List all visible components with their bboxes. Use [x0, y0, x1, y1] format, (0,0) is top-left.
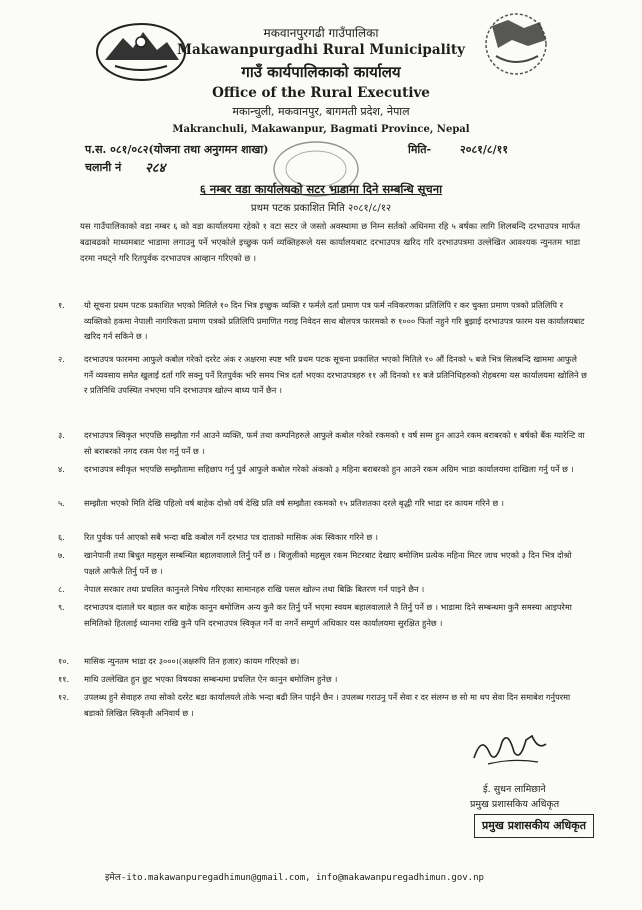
- date-label: मिति-: [408, 143, 432, 156]
- item-text: दरभाउपत्र दाताले घर बहाल कर बाहेक कानुन बमोजिम अन्य कुनै कर तिर्नु पर्ने भएमा स्वयम बहालवालाले नै तिर्नु पर्ने छ । भाडामा दिने सम्बन्धमा कुनै समस्या आइपरेमा समितिको हितलाई ध्यानमा राखि कुनै पनि दरभाउपत्र स्विकृत गर्ने वा नगर्ने सम्पुर्ण अधिकार यस कार्यालयमा सुरक्षित हुनेछ ।: [84, 602, 572, 628]
- item-text: मासिक न्युनतम भाडा दर ३०००।(अक्षरुपि तिन हजार) कायम गरिएको छ।: [84, 656, 300, 666]
- item-number: ५.: [58, 498, 65, 508]
- date-value: २०८१/८/११: [460, 143, 509, 156]
- item-text: रित पुर्वक पर्न आएको सबै भन्दा बढि कबोल गर्ने दरभाउ पत्र दाताको मासिक अंक स्विकार गरिने छ ।: [84, 532, 379, 542]
- item-number: ८.: [58, 584, 65, 594]
- signatory-name: ई. सुधन लामिछाने: [483, 784, 546, 795]
- item-number: ९.: [58, 602, 65, 612]
- item-number: १२.: [58, 692, 70, 702]
- designation-stamp: प्रमुख प्रशासकीय अधिकृत: [474, 814, 594, 838]
- address-devanagari: मकान्चुली, मकवानपुर, बागमती प्रदेश, नेपाल: [232, 105, 410, 118]
- chalani-value: २८४: [145, 161, 166, 176]
- intro-paragraph: यस गाउँपालिकाको वडा नम्बर ६ को वडा कार्यालयमा रहेको १ वटा सटर जे जस्तो अवस्थामा छ निम्न सर्तको अधिनमा रहि ५ बर्षका लागि शिलबन्दि दरभाउपत्र मार्फत बढाबढको माध्यमबाट भाडामा लगाउनु पर्ने भएकोले इच्छुक फर्म व्यक्तिहरूले यस कार्यालयबाट दरभाउपत्र खरिद गरि दरभाउपत्रमा उल्लेखित आवश्यक न्युनतम भाडा दरमा नघट्ने गरि रितपुर्वक दरभाउपत्र आव्हान गरिएको छ ।: [80, 221, 580, 263]
- chalani-label: चलानी नं: [85, 161, 122, 174]
- item-text: दरभाउपत्र स्विकृत भएपछि सम्झौता गर्न आउने व्यक्ति, फर्म तथा कम्पनिहरुले आफुले कबोल गरेको रकमको १ वर्ष सम्म हुन आउने रकम बराबरको १ बर्षको बैंक ग्यारेन्टि वा सो बराबरको नगद रकम पेश गर्नु पर्ने छ ।: [84, 430, 585, 456]
- item-text: खानेपानी तथा बिधुत महसुल सम्बन्धित बहालवालाले तिर्नु पर्ने छ । बिजुलीको महसुल रकम मिटरबाट देखाए बमोजिम प्रत्येक महिना मिटर जाच भएको ३ दिन भित्र दोश्रो पक्षले आफैले तिर्नु पर्ने छ ।: [84, 550, 572, 576]
- municipality-name-english: Makawanpurgadhi Rural Municipality: [177, 42, 465, 58]
- item-text: सम्झौता भएको मिति देखि पहिलो वर्ष बाहेक दोश्रो वर्ष देखि प्रति वर्ष सम्झौता रकमको १५ प्रतिशतका दरले बृद्धी गरि भाडा दर कायम गरिने छ ।: [84, 498, 504, 508]
- item-number: ११.: [58, 674, 70, 684]
- item-text: दरभाउपत्र स्वीकृत भएपछि सम्झौतामा सहिछाप गर्नु पुर्व आफुले कबोल गरेको अंकको ३ महिना बराबरको हुन आउने रकम अग्रिम भाडा कार्यालयमा दाखिला गर्नु पर्ने छ ।: [84, 464, 574, 474]
- item-number: ६.: [58, 532, 65, 542]
- reference-number: प.स. ०८१/०८२(योजना तथा अनुगमन शाखा): [85, 143, 269, 156]
- address-english: Makranchuli, Makawanpur, Bagmati Province, Nepal: [172, 124, 470, 135]
- item-number: २.: [58, 354, 65, 364]
- handwritten-signature: [468, 724, 552, 770]
- notice-title: ६ नम्बर वडा कार्यालयको सटर भाडामा दिने सम्बन्धि सूचना: [199, 182, 443, 196]
- item-text: उपलब्ध हुने सेवाहरु तथा सोको दररेट बडा कार्यालयले तोके भन्दा बढी लिन पाईने छैन । उपलब्ध गराउनु पर्ने सेवा र दर संलग्न छ सो मा थप सेवा दिन समाबेश गर्नुपरमा बडाको लिखित स्विकृती अनिवार्य छ ।: [84, 692, 571, 718]
- item-number: ४.: [58, 464, 65, 474]
- item-number: ३.: [58, 430, 65, 440]
- item-text: नेपाल सरकार तथा प्रचलित कानुनले निषेध गरिएका सामानहरु राखि पसल खोल्न तथा बिक्रि बितरण गर्न पाइने छैन ।: [84, 584, 425, 594]
- item-text: यो सूचना प्रथम पटक प्रकाशित भएको मितिले १० दिन भित्र इच्छुक व्यक्ति र फर्मले दर्ता प्रमाण पत्र फर्म नविकरणका प्रतिलिपि र कर चुक्ता प्रमाण पत्रको प्रतिलिपि र व्यक्तिको हकमा नेपाली नागरिकता प्रमाण पत्रको प्रतिलिपि प्रमाणित गराइ निवेदन साथ बोलपत्र फारमको रु १००० फिर्ता नहुने गरि बुझाई दरभाउपत्र फारम यस कार्यालयबाट खरिद गर्न सकिने छ ।: [84, 300, 585, 341]
- item-text: माथि उल्लेखित हुन छुट भएका विषयका सम्बन्धमा प्रचलित ऐन कानुन बमोजिम हुनेछ ।: [84, 674, 338, 684]
- municipality-name-devanagari: मकवानपुरगढी गाउँपालिका: [263, 26, 379, 40]
- publication-date: प्रथम पटक प्रकाशित मिति २०८१/८/१२: [250, 203, 392, 214]
- signatory-title: प्रमुख प्रशासकिय अधिकृत: [470, 799, 560, 810]
- item-number: १.: [58, 300, 65, 310]
- office-name-english: Office of the Rural Executive: [212, 85, 430, 101]
- item-text: दरभाउपत्र फारममा आफुले कबोल गरेको दररेट अंक र अक्षरमा स्पष्ट भरि प्रथम पटक सूचना प्रकाशित भएको मितिले १० औं दिनको ५ बजे भित्र सिलबन्दि खाममा आफुले गर्ने व्यवसाय समेत खुलाई दर्ता गरि सक्नु पर्ने रितपुर्वक भरि समय भित्र दर्ता भएका दरभाउपत्रहरु ११ औं दिनको ११ बजे प्रतिनिधिहरुको रोहबरमा यस कार्यालयमा खोलिने छ र प्रतिनिधि उपस्थित नभएमा पनि दरभाउपत्र खोल्न बाध्य पार्ने छैन ।: [84, 354, 587, 395]
- footer-email: इमेल-ito.makawanpuregadhimun@gmail.com, info@makawanpuregadhimun.gov.np: [105, 873, 484, 883]
- office-name-devanagari: गाउँ कार्यपालिकाको कार्यालय: [241, 63, 401, 81]
- item-number: ७.: [58, 550, 65, 560]
- item-number: १०.: [58, 656, 70, 666]
